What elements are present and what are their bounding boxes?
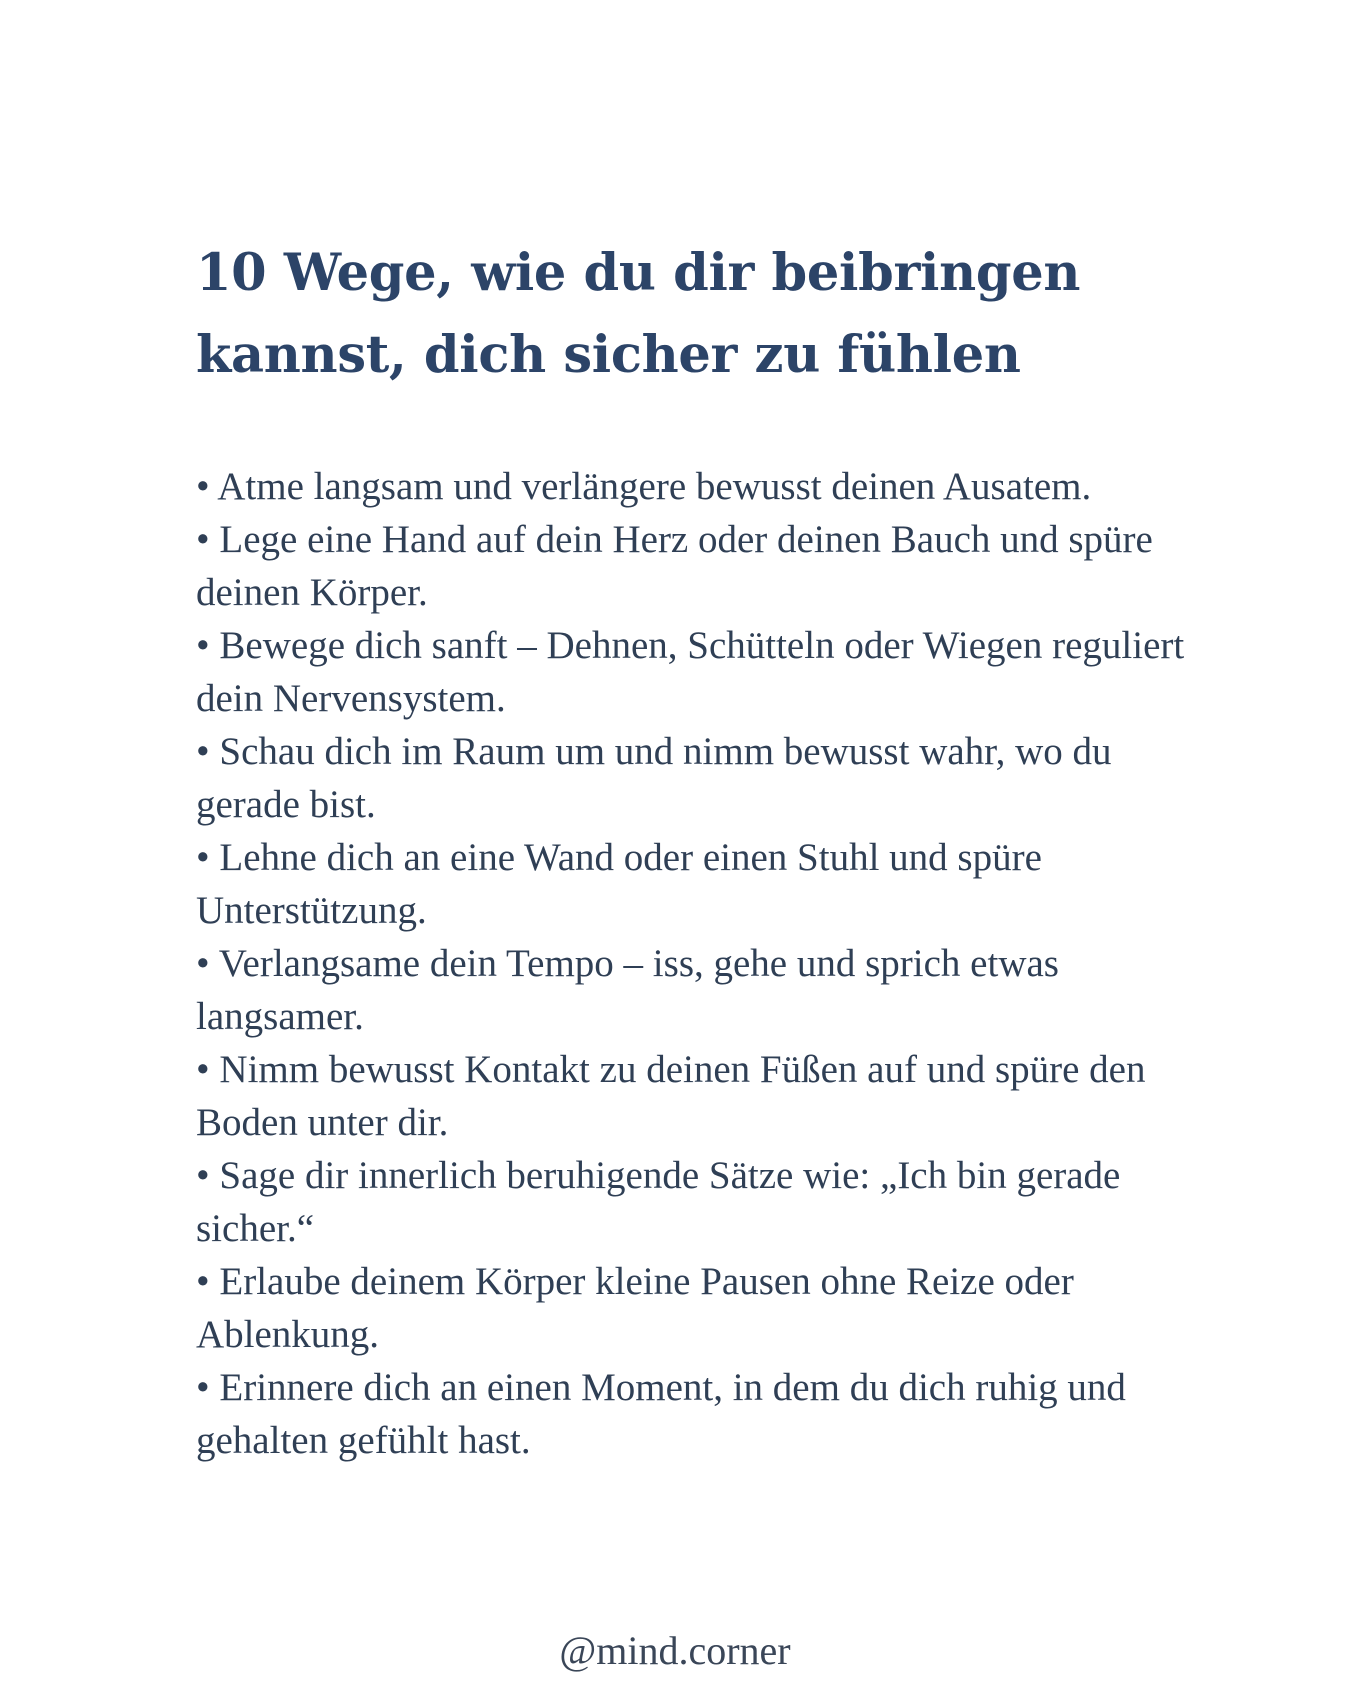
post-title-line-2: kannst, dich sicher zu fühlen	[196, 325, 1021, 385]
tip-item-10: • Erinnere dich an einen Moment, in dem du dich ruhig und gehalten gefühlt hast.	[196, 1366, 1126, 1462]
tip-item-3: • Bewege dich sanft – Dehnen, Schütteln oder Wiegen reguliert dein Nervensystem.	[196, 624, 1185, 720]
tip-item-7: • Nimm bewusst Kontakt zu deinen Füßen auf und spüre den Boden unter dir.	[196, 1048, 1146, 1144]
post-content	[196, 232, 1196, 1467]
post-title	[196, 232, 1196, 396]
tip-item-6: • Verlangsame dein Tempo – iss, gehe und sprich etwas langsamer.	[196, 942, 1059, 1038]
tip-item-2: • Lege eine Hand auf dein Herz oder deinen Bauch und spüre deinen Körper.	[196, 518, 1153, 614]
tips-list	[196, 460, 1186, 1467]
tip-item-5: • Lehne dich an eine Wand oder einen Stuhl und spüre Unterstützung.	[196, 836, 1042, 932]
post-title-line-1: 10 Wege, wie du dir beibringen	[196, 243, 1081, 303]
tip-item-1: • Atme langsam und verlängere bewusst deinen Ausatem.	[196, 465, 1092, 508]
tip-item-9: • Erlaube deinem Körper kleine Pausen ohne Reize oder Ablenkung.	[196, 1260, 1074, 1356]
author-handle: @mind.corner	[559, 1628, 791, 1673]
tip-item-4: • Schau dich im Raum um und nimm bewusst wahr, wo du gerade bist.	[196, 730, 1112, 826]
tip-item-8: • Sage dir innerlich beruhigende Sätze wie: „Ich bin gerade sicher.“	[196, 1154, 1121, 1250]
